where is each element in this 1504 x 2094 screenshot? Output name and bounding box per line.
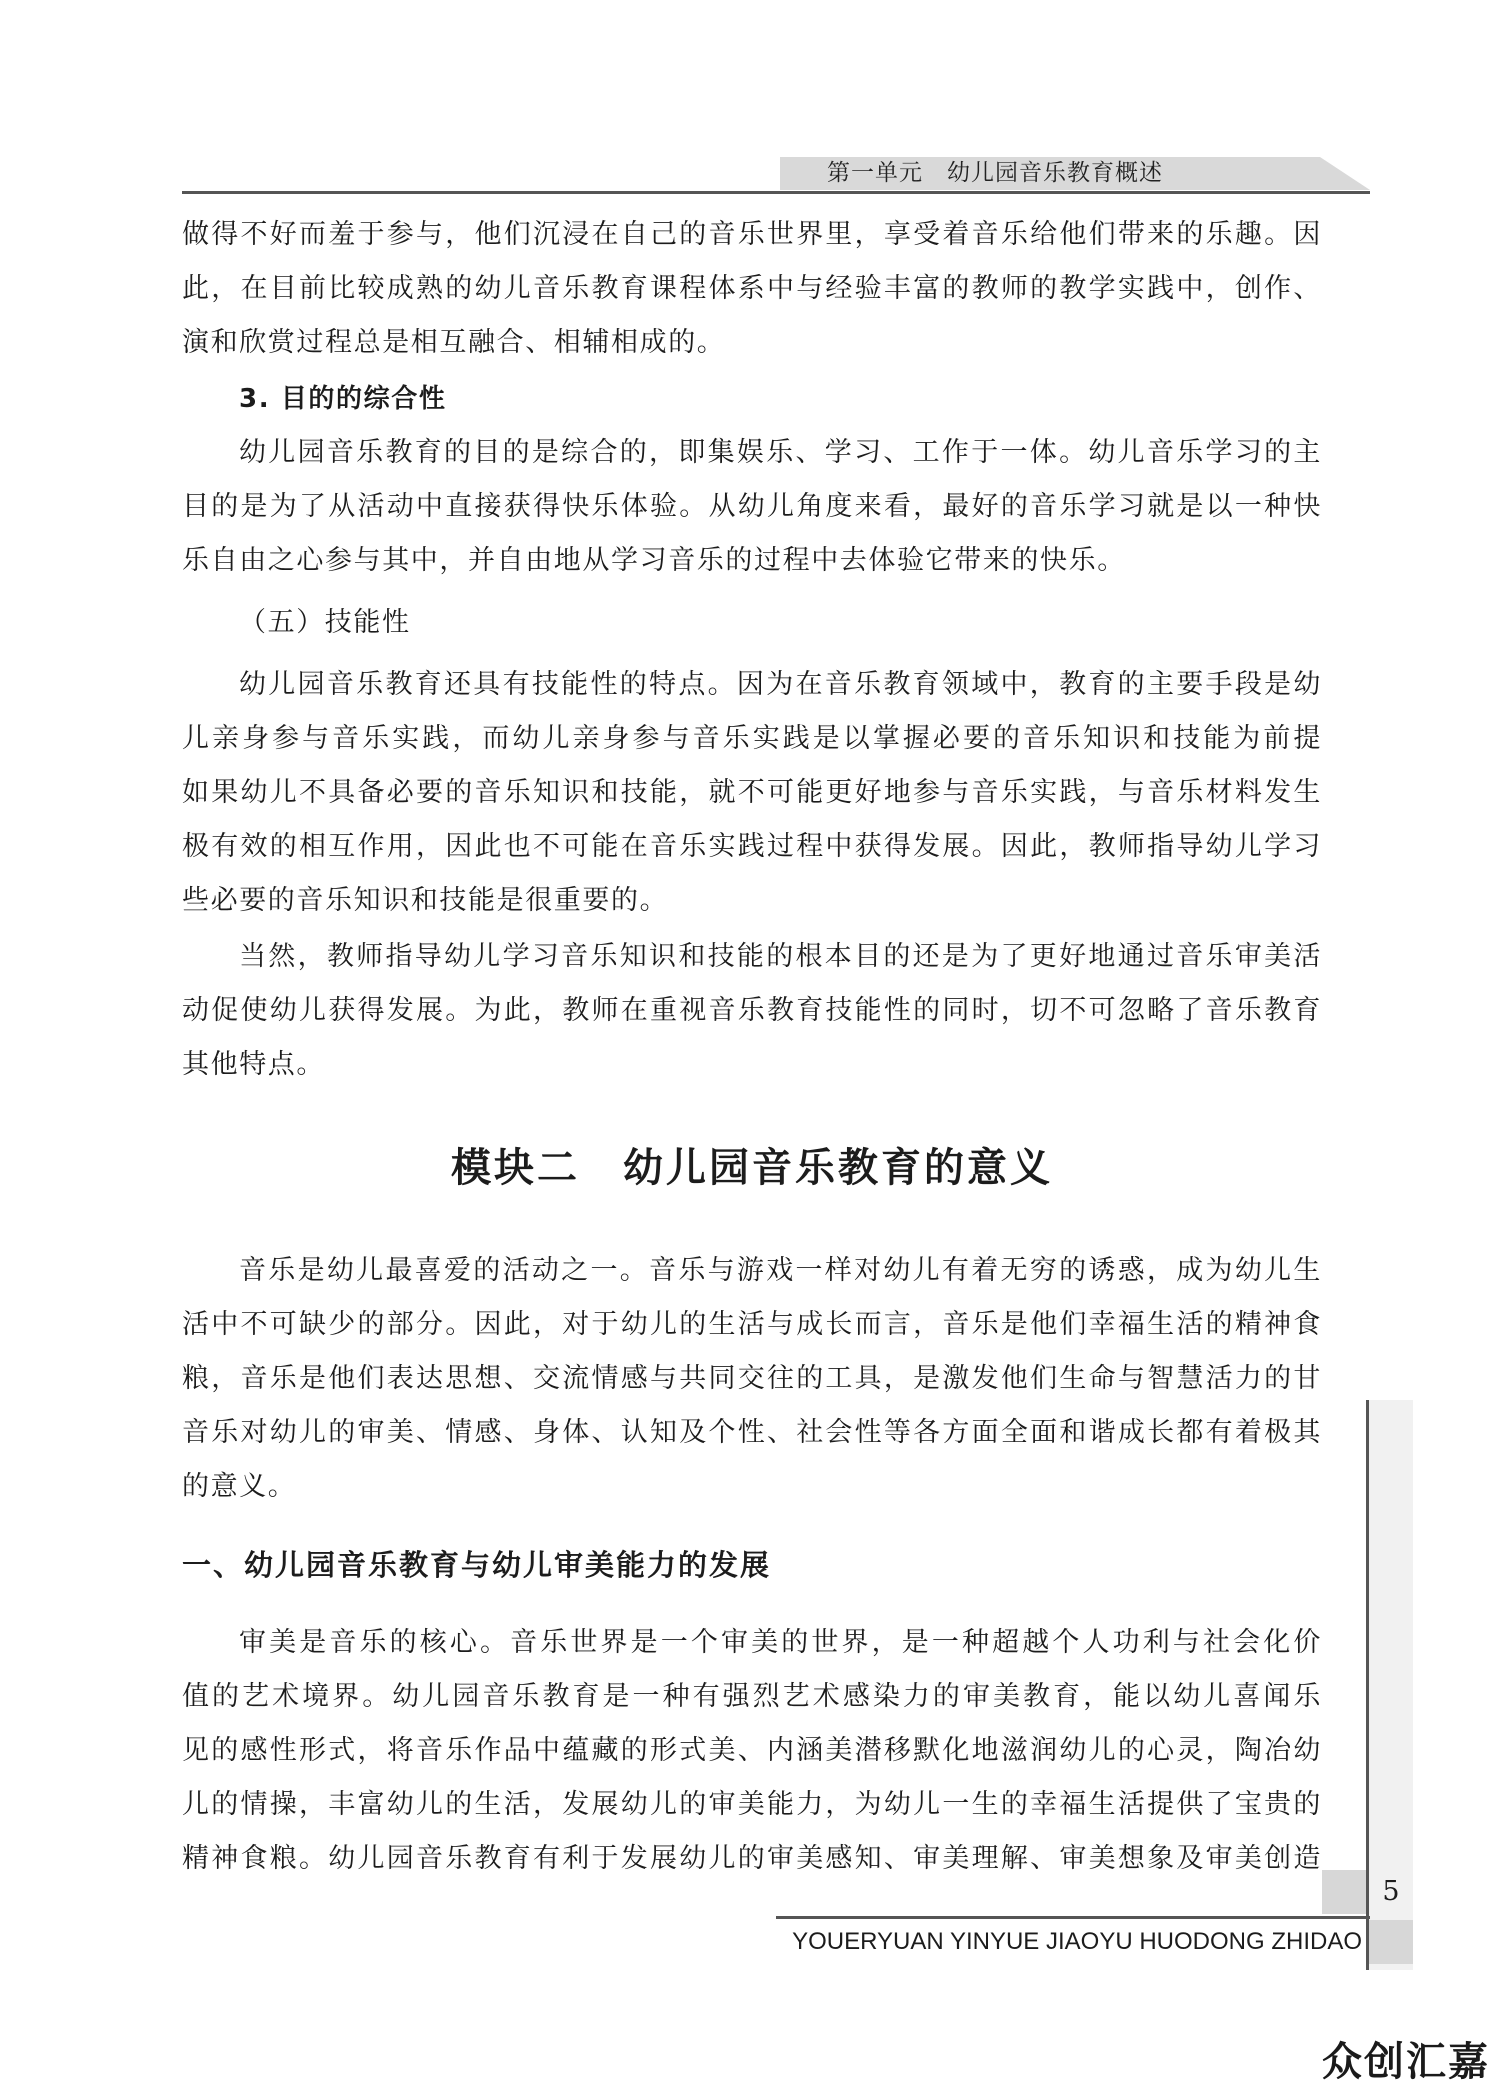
text-line: 乐自由之心参与其中，并自由地从学习音乐的过程中去体验它带来的快乐。 (182, 545, 1126, 576)
text-line: 音乐对幼儿的审美、情感、身体、认知及个性、社会性等各方面全面和谐成长都有着极其 (182, 1417, 1322, 1448)
text-line: 见的感性形式，将音乐作品中蕴藏的形式美、内涵美潜移默化地滋润幼儿的心灵，陶冶幼 (182, 1735, 1322, 1766)
text-line: 动促使幼儿获得发展。为此，教师在重视音乐教育技能性的同时，切不可忽略了音乐教育 (182, 995, 1322, 1026)
text-line: 极有效的相互作用，因此也不可能在音乐实践过程中获得发展。因此，教师指导幼儿学习 (182, 831, 1322, 862)
text-line: 儿的情操，丰富幼儿的生活，发展幼儿的审美能力，为幼儿一生的幸福生活提供了宝贵的 (182, 1789, 1322, 1820)
section-title: 一、幼儿园音乐教育与幼儿审美能力的发展 (182, 1548, 772, 1582)
text-line: 当然，教师指导幼儿学习音乐知识和技能的根本目的还是为了更好地通过音乐审美活 (239, 941, 1322, 972)
corner-square (1322, 1870, 1366, 1914)
text-line: 活中不可缺少的部分。因此，对于幼儿的生活与成长而言，音乐是他们幸福生活的精神食 (182, 1309, 1322, 1340)
text-line: 的意义。 (182, 1471, 297, 1502)
text-line: 些必要的音乐知识和技能是很重要的。 (182, 885, 669, 916)
text-line: 精神食粮。幼儿园音乐教育有利于发展幼儿的审美感知、审美理解、审美想象及审美创造 (182, 1843, 1322, 1874)
text-line: 如果幼儿不具备必要的音乐知识和技能，就不可能更好地参与音乐实践，与音乐材料发生 (182, 777, 1322, 808)
text-line: 粮，音乐是他们表达思想、交流情感与共同交往的工具，是激发他们生命与智慧活力的甘 (182, 1363, 1322, 1394)
text-line: 审美是音乐的核心。音乐世界是一个审美的世界，是一种超越个人功利与社会化价 (239, 1627, 1322, 1658)
text-line: 幼儿园音乐教育的目的是综合的，即集娱乐、学习、工作于一体。幼儿音乐学习的主 (239, 437, 1322, 468)
text-line: 值的艺术境界。幼儿园音乐教育是一种有强烈艺术感染力的审美教育，能以幼儿喜闻乐 (182, 1681, 1322, 1712)
text-line: 此，在目前比较成熟的幼儿音乐教育课程体系中与经验丰富的教师的教学实践中，创作、 (182, 273, 1322, 304)
text-line: 目的是为了从活动中直接获得快乐体验。从幼儿角度来看，最好的音乐学习就是以一种快 (182, 491, 1322, 522)
text-line: 做得不好而羞于参与，他们沉浸在自己的音乐世界里，享受着音乐给他们带来的乐趣。因 (182, 219, 1322, 250)
text-line: 音乐是幼儿最喜爱的活动之一。音乐与游戏一样对幼儿有着无穷的诱惑，成为幼儿生 (239, 1255, 1322, 1286)
page-number: 5 (1382, 1876, 1400, 1907)
running-header: 第一单元 幼儿园音乐教育概述 (827, 160, 1163, 186)
text-line: 演和欣赏过程总是相互融合、相辅相成的。 (182, 327, 726, 358)
subheading: （五）技能性 (239, 607, 411, 638)
footer-rule (776, 1916, 1370, 1919)
module-title: 模块二 幼儿园音乐教育的意义 (451, 1144, 1053, 1191)
corner-square (1369, 1920, 1413, 1964)
footer-book-title: YOUERYUAN YINYUE JIAOYU HUODONG ZHIDAO (792, 1928, 1362, 1955)
text-line: 儿亲身参与音乐实践，而幼儿亲身参与音乐实践是以掌握必要的音乐知识和技能为前提 (182, 723, 1322, 754)
subheading: 3. 目的的综合性 (239, 384, 447, 414)
text-line: 其他特点。 (182, 1049, 325, 1080)
header-rule (182, 191, 1370, 194)
text-line: 幼儿园音乐教育还具有技能性的特点。因为在音乐教育领域中，教育的主要手段是幼 (239, 669, 1322, 700)
watermark: 众创汇嘉 (1322, 2039, 1490, 2085)
